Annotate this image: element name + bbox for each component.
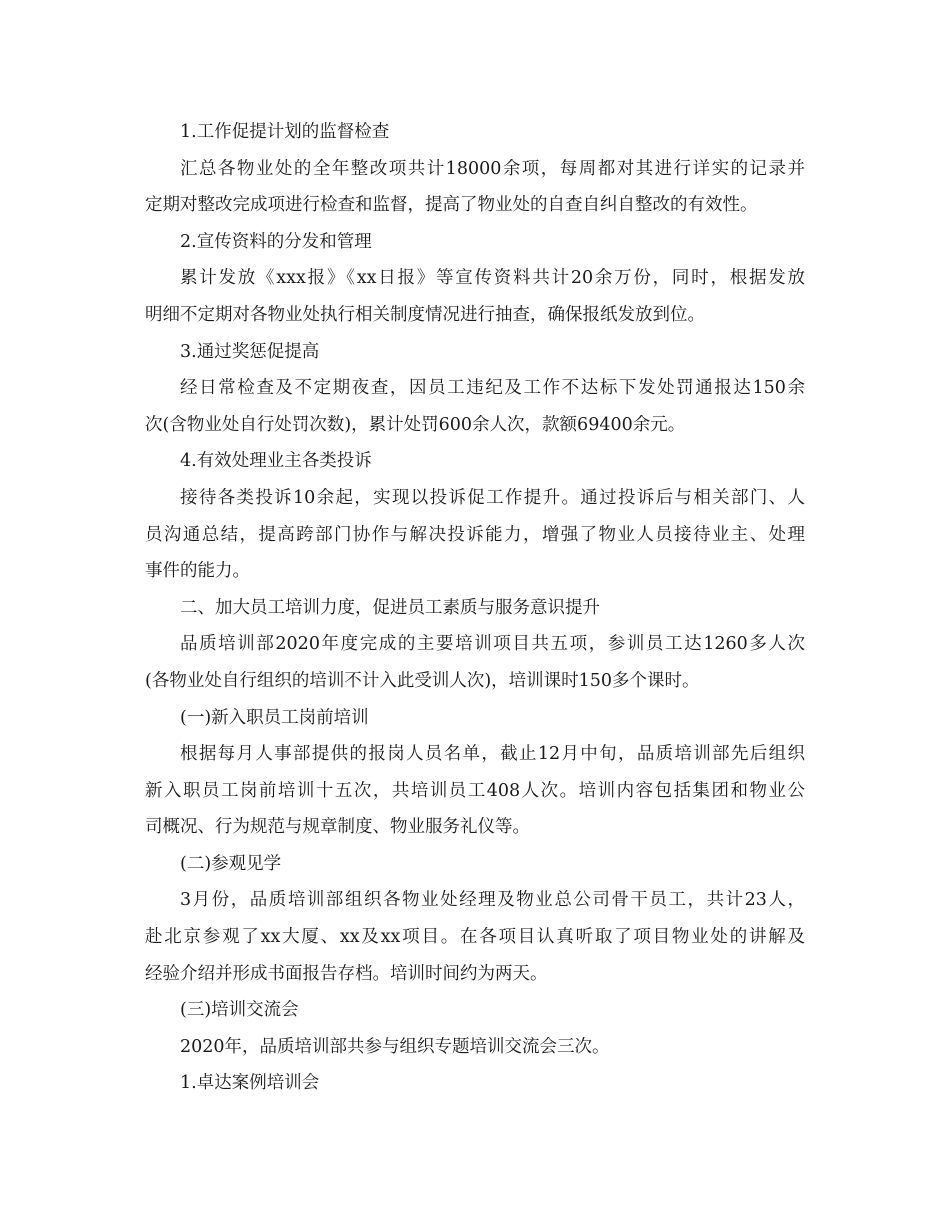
paragraph-line: 事件的能力。 [145,561,250,582]
paragraph-line: 赴北京参观了xx大厦、xx及xx项目。在各项目认真听取了项目物业处的讲解及 [145,927,805,948]
paragraph-line: 次(含物业处自行处罚次数)，累计处罚600余人次，款额69400余元。 [145,414,686,435]
paragraph-line: 司概况、行为规范与规章制度、物业服务礼仪等。 [145,817,530,838]
document-body [145,114,805,1102]
section-heading: 1.卓达案例培训会 [180,1073,320,1094]
paragraph-line: 新入职员工岗前培训十五次，共培训员工408人次。培训内容包括集团和物业公 [145,780,805,801]
paragraph-line: 经验介绍并形成书面报告存档。培训时间约为两天。 [145,963,548,984]
paragraph-line: 品质培训部2020年度完成的主要培训项目共五项，参训员工达1260多人次 [180,634,805,655]
paragraph-line: 明细不定期对各物业处执行相关制度情况进行抽查，确保报纸发放到位。 [145,304,705,325]
paragraph-line: 接待各类投诉10余起，实现以投诉促工作提升。通过投诉后与相关部门、人 [180,487,805,508]
section-heading: 3.通过奖惩促提高 [180,341,320,362]
paragraph-line: 2020年，品质培训部共参与组织专题培训交流会三次。 [180,1036,610,1057]
paragraph-line: 累计发放《xxx报》《xx日报》等宣传资料共计20余万份，同时，根据发放 [180,268,805,289]
subsection-heading: (一)新入职员工岗前培训 [180,707,369,728]
paragraph-line: 员沟通总结，提高跨部门协作与解决投诉能力，增强了物业人员接待业主、处理 [145,524,805,545]
paragraph-line: 经日常检查及不定期夜查，因员工违纪及工作不达标下发处罚通报达150余 [180,378,805,399]
section-heading: 4.有效处理业主各类投诉 [180,451,372,472]
paragraph-line: 3月份，品质培训部组织各物业处经理及物业总公司骨干员工，共计23人， [180,890,805,911]
paragraph-line: 根据每月人事部提供的报岗人员名单，截止12月中旬，品质培训部先后组织 [180,744,805,765]
chapter-heading: 二、加大员工培训力度，促进员工素质与服务意识提升 [180,597,600,618]
subsection-heading: (三)培训交流会 [180,1000,299,1021]
subsection-heading: (二)参观见学 [180,853,282,874]
paragraph-line: (各物业处自行组织的培训不计入此受训人次)，培训课时150多个课时。 [145,670,700,691]
paragraph-line: 汇总各物业处的全年整改项共计18000余项，每周都对其进行详实的记录并 [180,158,805,179]
section-heading: 1.工作促提计划的监督检查 [180,122,390,142]
section-heading: 2.宣传资料的分发和管理 [180,231,372,252]
paragraph-line: 定期对整改完成项进行检查和监督，提高了物业处的自查自纠自整改的有效性。 [145,195,758,216]
